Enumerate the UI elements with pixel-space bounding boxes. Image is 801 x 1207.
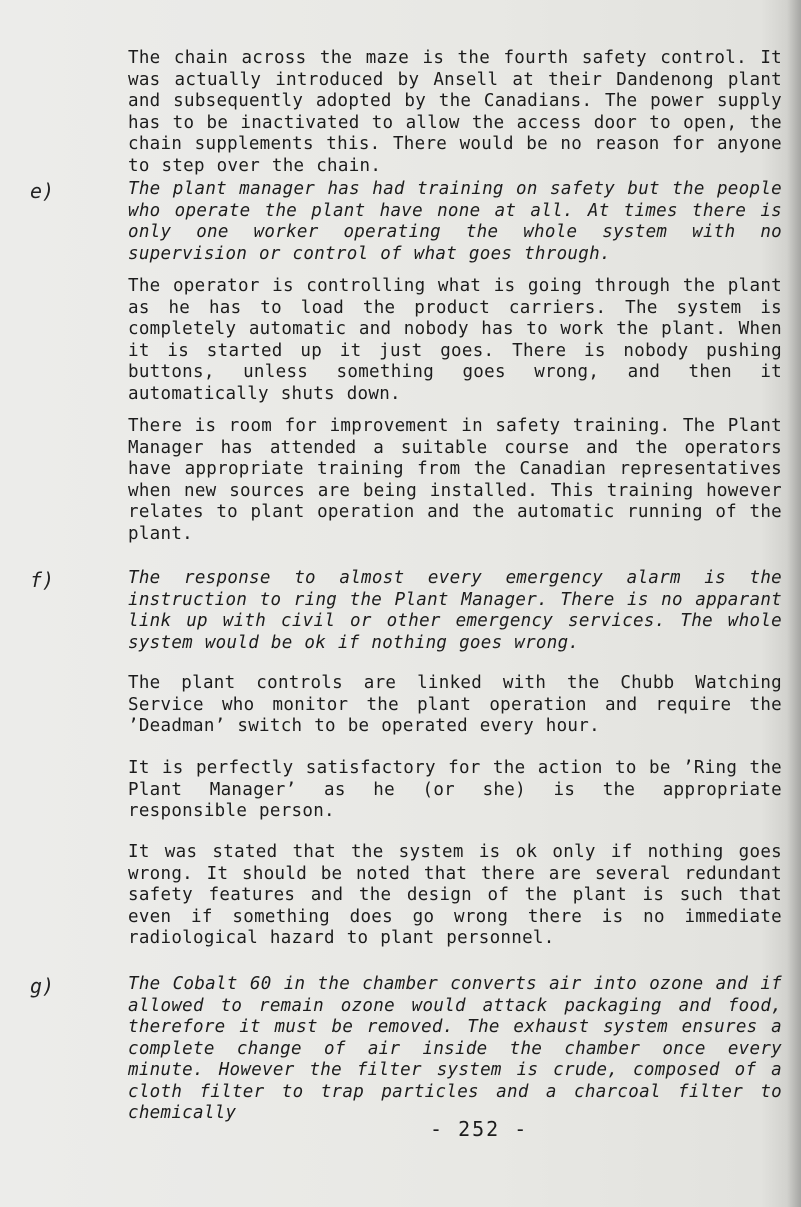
paragraph-chain-control: The chain across the maze is the fourth safety control. It was actually introduced by Ansell at their Dandenong plant and subsequently adopted by the Canadians. The power supply has to be inactivated to allow the access door to open, the chain supplements this. There would be no reason for anyone to step over the chain.	[128, 48, 782, 176]
paragraph-safety-training: There is room for improvement in safety training. The Plant Manager has attended a suitable course and the operators have appropriate training from the Canadian representatives when new sources are being installed. This training however relates to plant operation and the automatic running of the plant.	[128, 416, 782, 544]
paragraph-emergency-response: The response to almost every emergency alarm is the instruction to ring the Plant Manager. There is no apparant link up with civil or other emergency services. The whole system would be ok if nothing goes wrong.	[128, 568, 782, 653]
section-marker-f: f)	[30, 568, 55, 592]
page-edge-shadow	[787, 0, 801, 1207]
paragraph-ring-plant-manager: It is perfectly satisfactory for the action to be ’Ring the Plant Manager’ as he (or she) is the appropriate responsible person.	[128, 758, 782, 821]
paragraph-operator-control: The operator is controlling what is going through the plant as he has to load the product carriers. The system is completely automatic and nobody has to work the plant. When it is started up it just goes. There is nobody pushing buttons, unless something goes wrong, and then it automatically shuts down.	[128, 276, 782, 404]
section-marker-g: g)	[30, 974, 55, 998]
paragraph-plant-manager-training: The plant manager has had training on safety but the people who operate the plant have none at all. At times there is only one worker operating the whole system with no supervision or control of what goes through.	[128, 179, 782, 264]
page-number: - 252 -	[430, 1117, 529, 1141]
paragraph-chubb-watching: The plant controls are linked with the Chubb Watching Service who monitor the plant operation and require the ’Deadman’ switch to be operated every hour.	[128, 673, 782, 736]
paragraph-cobalt-ozone: The Cobalt 60 in the chamber converts air into ozone and if allowed to remain ozone would attack packaging and food, therefore it must be removed. The exhaust system ensures a complete change of air inside the chamber once every minute. However the filter system is crude, composed of a cloth filter to trap particles and a charcoal filter to chemically	[128, 974, 782, 1123]
section-marker-e: e)	[30, 179, 55, 203]
paragraph-redundant-safety: It was stated that the system is ok only if nothing goes wrong. It should be noted that there are several redundant safety features and the design of the plant is such that even if something does go wrong there is no immediate radiological hazard to plant personnel.	[128, 842, 782, 948]
